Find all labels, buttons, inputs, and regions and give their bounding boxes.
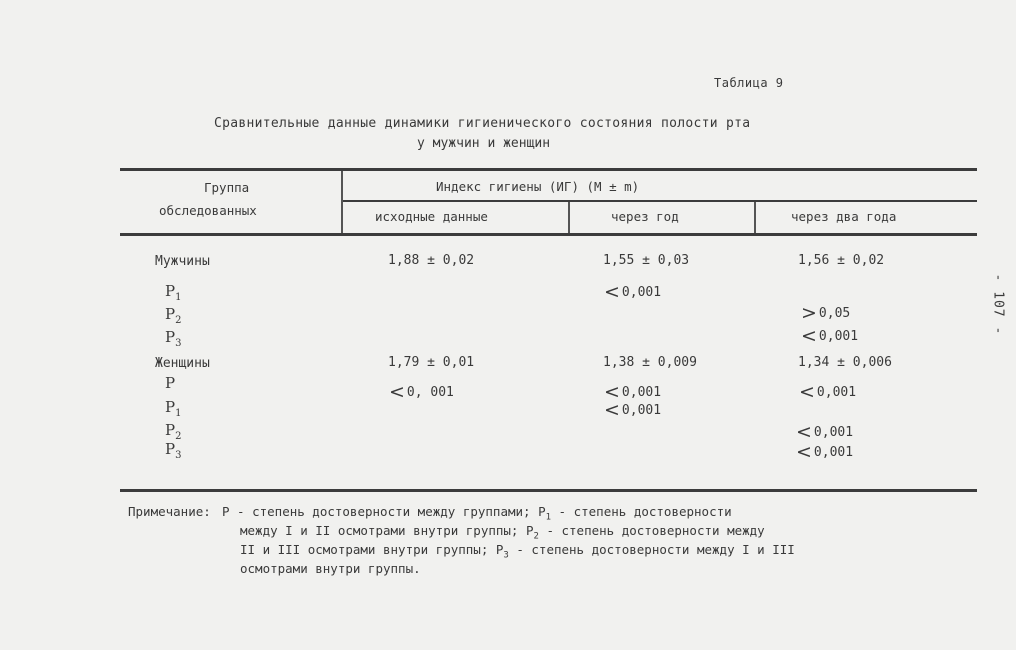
col-header-initial: исходные данные [375,209,488,224]
women-p-initial: < 0, 001 [389,381,454,403]
men-p1-one-year: < 0,001 [604,281,662,303]
header-divider-3 [754,202,756,233]
men-p1-label: $P_1$ [165,282,182,303]
women-p2-label: $P_2$ [165,421,182,442]
men-one-year: 1,55 ± 0,03 [603,253,690,268]
table-bottom-rule [120,489,977,492]
women-two-years: 1,34 ± 0,006 [798,355,892,370]
men-initial: 1,88 ± 0,02 [388,253,475,268]
note-line4: осмотрами внутри группы. [240,561,421,576]
men-p2-two-years: > 0,05 [801,302,851,324]
men-p3-label: $P_3$ [165,328,182,349]
group-header-line2: обследованных [159,203,257,218]
header-divider-2 [568,202,570,233]
table-title-line2: у мужчин и женщин [417,136,551,151]
note-line1: P - степень достоверности между группами; $P_1$ - степень достоверности [222,504,732,523]
women-p1-label: $P_1$ [165,398,182,419]
note-line2: между I и II осмотрами внутри группы; $P_2$ - степень достоверности между [240,523,765,542]
women-p1-one-year: < 0,001 [604,399,662,421]
men-two-years: 1,56 ± 0,02 [798,253,885,268]
men-p3-two-years: < 0,001 [801,325,859,347]
group-header-line1: Группа [204,180,250,195]
men-p2-label: $P_2$ [165,305,182,326]
women-p-label: P [165,374,176,392]
women-p2-two-years: < 0,001 [796,421,854,443]
col-header-two-years: через два года [791,209,897,224]
table-label: Таблица 9 [714,76,784,90]
page-number: - 107 - [990,273,1006,336]
women-one-year: 1,38 ± 0,009 [603,355,697,370]
women-p3-label: $P_3$ [165,440,182,461]
header-bottom-rule [120,233,977,236]
women-p3-two-years: < 0,001 [796,441,854,463]
note-line3: II и III осмотрами внутри группы; $P_3$ - степень достоверности между I и III [240,542,795,561]
women-initial: 1,79 ± 0,01 [388,355,475,370]
note-label: Примечание: [128,504,211,519]
header-divider-1 [341,171,343,233]
table-top-rule [120,168,977,171]
women-p-one-year: < 0,001 [604,381,662,403]
women-label: Женщины [155,356,210,371]
women-p-two-years: < 0,001 [799,381,857,403]
header-mid-rule [342,200,977,202]
table-title-line1: Сравнительные данные динамики гигиенического состояния полости рта [214,116,751,131]
col-header-one-year: через год [611,209,679,224]
index-header: Индекс гигиены (ИГ) (M ± m) [436,179,640,194]
men-label: Мужчины [155,254,210,269]
